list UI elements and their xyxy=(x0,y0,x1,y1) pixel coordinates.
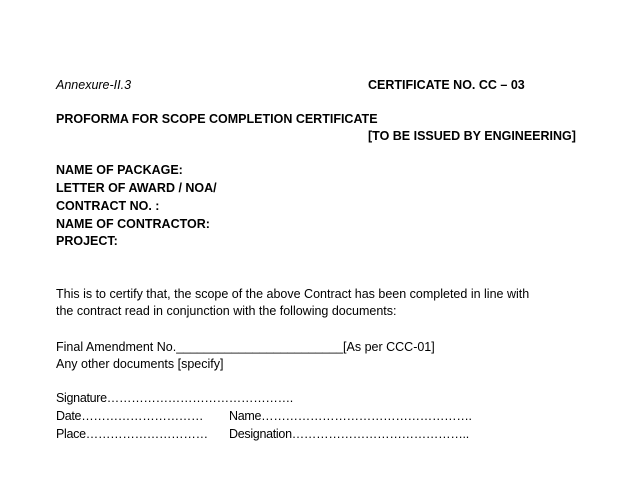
final-amendment-line: Final Amendment No.________________________[As per CCC-01] xyxy=(56,340,435,354)
package-name-field: NAME OF PACKAGE: xyxy=(56,163,183,177)
place-line: Place………………………… xyxy=(56,427,208,441)
certification-text-line-2: the contract read in conjunction with the following documents: xyxy=(56,304,397,318)
document-title: PROFORMA FOR SCOPE COMPLETION CERTIFICATE xyxy=(56,112,378,126)
certification-text-line-1: This is to certify that, the scope of the above Contract has been completed in line with xyxy=(56,287,530,301)
project-field: PROJECT: xyxy=(56,234,118,248)
contract-no-field: CONTRACT NO. : xyxy=(56,199,160,213)
issued-by-note: [TO BE ISSUED BY ENGINEERING] xyxy=(368,129,576,143)
date-line: Date………………………… xyxy=(56,409,204,423)
annexure-label: Annexure-II.3 xyxy=(56,78,132,92)
name-line: Name……………………………………………. xyxy=(229,409,472,423)
signature-line: Signature………………………………………. xyxy=(56,391,293,405)
contractor-name-field: NAME OF CONTRACTOR: xyxy=(56,217,210,231)
designation-line: Designation…………………………………….. xyxy=(229,427,469,441)
certificate-number: CERTIFICATE NO. CC – 03 xyxy=(368,78,525,92)
letter-of-award-field: LETTER OF AWARD / NOA/ xyxy=(56,181,217,195)
other-documents-line: Any other documents [specify] xyxy=(56,357,224,371)
